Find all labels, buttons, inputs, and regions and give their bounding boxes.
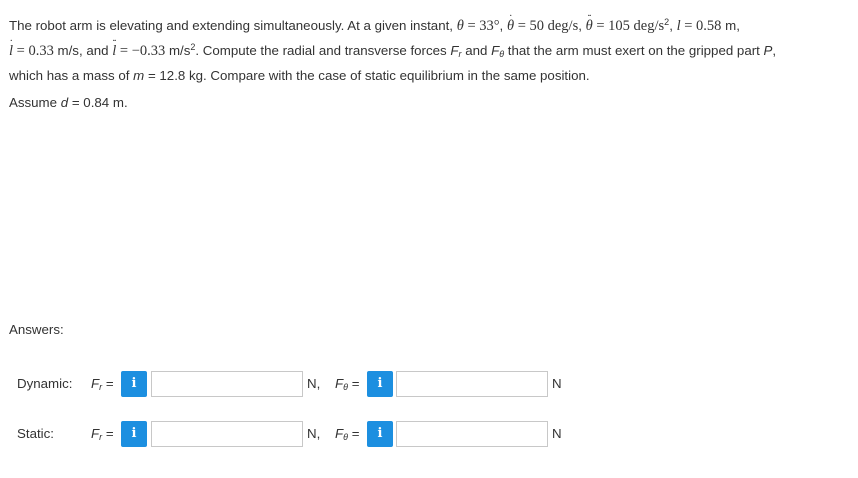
fr-symbol: F bbox=[450, 43, 459, 58]
row-label-dynamic: Dynamic: bbox=[17, 376, 73, 391]
ftheta-unit-dynamic: N bbox=[552, 376, 562, 391]
info-icon[interactable]: i bbox=[367, 371, 393, 397]
mass-value: = 12.8 kg. Compare with the case of static equilibrium in the same position. bbox=[144, 68, 590, 83]
ftheta-label-static: $F_\theta$ = bbox=[335, 426, 360, 442]
info-icon[interactable]: i bbox=[121, 371, 147, 397]
theta-ddot-symbol: .. θ bbox=[585, 8, 593, 34]
fr-label-static: $F_r$ = bbox=[91, 426, 114, 442]
l-symbol: l bbox=[676, 18, 681, 34]
l-ddot-unit: m/s bbox=[165, 43, 191, 58]
ftheta-input-dynamic[interactable] bbox=[396, 371, 548, 397]
problem-statement bbox=[9, 8, 849, 86]
info-icon[interactable]: i bbox=[367, 421, 393, 447]
problem-line-1: The robot arm is elevating and extending simultaneously. At a given instant, θ = 33°, . θ = 50 deg/s, .. θ = 105 deg/$s^2$, l = 0.58 m, bbox=[9, 12, 849, 37]
problem-line-3: which has a mass of m = 12.8 kg. Compare with the case of static equilibrium in the same position. bbox=[9, 68, 590, 83]
answers-label: Answers: bbox=[9, 322, 64, 337]
fr-label-dynamic: $F_r$ = bbox=[91, 376, 114, 392]
theta-value: = 33° bbox=[463, 18, 500, 34]
fr-input-dynamic[interactable] bbox=[151, 371, 303, 397]
info-icon[interactable]: i bbox=[121, 421, 147, 447]
problem-line-2: . l = 0.33 m/s, and .. l = −0.33 $m/s^2$. Compute the radial and transverse forces $F_r$ and $F_\theta$ that the arm must exert on the gripped part P, bbox=[9, 37, 849, 65]
l-ddot-value: = −0.33 bbox=[116, 43, 166, 59]
ftheta-input-static[interactable] bbox=[396, 421, 548, 447]
problem-line-2-text: . Compute the radial and transverse forces bbox=[195, 43, 451, 58]
part-symbol: P bbox=[763, 43, 773, 58]
d-value: = 0.84 m. bbox=[68, 95, 128, 110]
ftheta-unit-static: N bbox=[552, 426, 562, 441]
l-ddot-symbol: .. l bbox=[112, 33, 117, 59]
l-value: = 0.58 bbox=[680, 18, 722, 34]
ftheta-symbol: F bbox=[491, 43, 500, 58]
l-dot-value: = 0.33 bbox=[13, 43, 54, 59]
answer-row-static bbox=[0, 420, 858, 448]
theta-dot-value: = 50 deg/s bbox=[514, 18, 579, 34]
ftheta-label-dynamic: $F_\theta$ = bbox=[335, 376, 360, 392]
fr-unit-dynamic: N, bbox=[307, 376, 321, 391]
row-label-static: Static: bbox=[17, 426, 54, 441]
theta-symbol: θ bbox=[456, 18, 464, 34]
assumption-text: Assume d = 0.84 m. bbox=[9, 95, 128, 110]
l-dot-symbol: . l bbox=[9, 33, 14, 59]
mass-symbol: m bbox=[133, 68, 145, 83]
fr-input-static[interactable] bbox=[151, 421, 303, 447]
theta-dot-symbol: . θ bbox=[506, 8, 515, 34]
problem-intro-text: The robot arm is elevating and extending simultaneously. At a given instant, bbox=[9, 18, 457, 33]
d-symbol: d bbox=[60, 95, 69, 110]
theta-ddot-value: = 105 deg/s bbox=[592, 18, 665, 34]
fr-unit-static: N, bbox=[307, 426, 321, 441]
l-unit: m, bbox=[721, 18, 740, 33]
answer-row-dynamic bbox=[0, 370, 858, 398]
l-dot-unit: m/s, and bbox=[53, 43, 113, 58]
